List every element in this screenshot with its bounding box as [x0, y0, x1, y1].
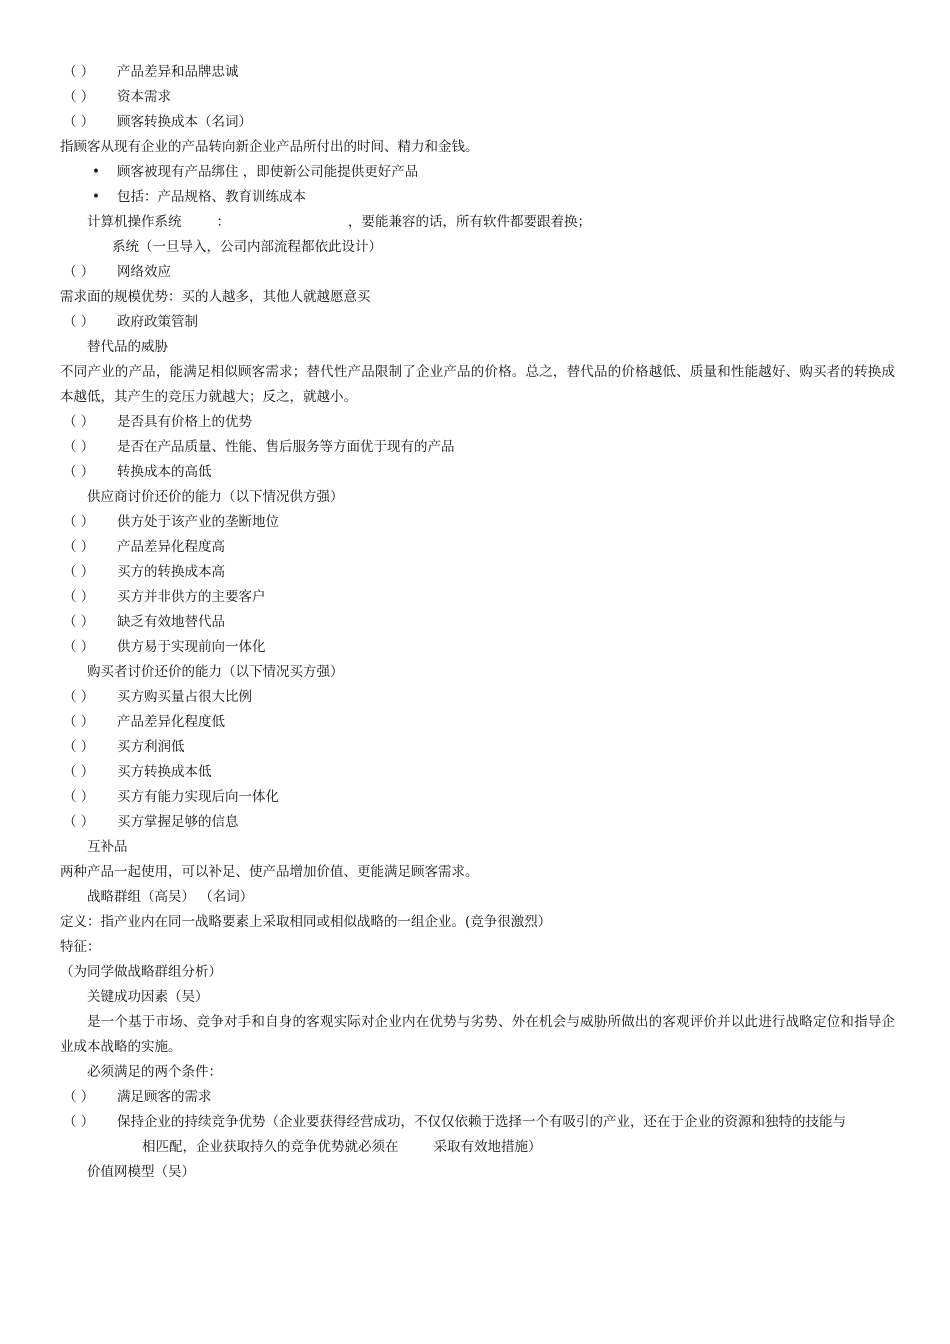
list-item: [0, 410, 950, 435]
item-text: 买方转换成本低: [117, 764, 212, 780]
bullet-item: [0, 185, 950, 210]
item-text: 顾客转换成本（名词）: [117, 114, 252, 130]
item-text: 产品差异化程度高: [117, 539, 225, 555]
item-text: 买方利润低: [117, 739, 185, 755]
item-text: 保持企业的持续竞争优势（企业要获得经营成功，不仅仅依赖于选择一个有吸引的产业，还在于企业的资源和独特的技能与: [117, 1114, 846, 1130]
list-item: [0, 585, 950, 610]
item-text: 买方的转换成本高: [117, 564, 225, 580]
paragraph: 不同产业的产品，能满足相似顾客需求；替代性产品限制了企业产品的价格。总之，替代品的价格越低、质量和性能越好、购买者的转换成本越低，其产生的竞压力就越大；反之，就越小。: [60, 364, 895, 405]
paragraph: 需求面的规模优势：买的人越多，其他人就越愿意买: [60, 289, 371, 305]
item-text: 是否在产品质量、性能、售后服务等方面优于现有的产品: [117, 439, 455, 455]
item-text: 转换成本的高低: [117, 464, 212, 480]
list-item: [0, 735, 950, 760]
paren-marker: （ ）: [63, 539, 95, 555]
os-text-b: ：: [216, 214, 230, 230]
paragraph: 两种产品一起使用，可以补足、使产品增加价值、更能满足顾客需求。: [60, 864, 479, 880]
section-heading: 购买者讨价还价的能力（以下情况买方强）: [87, 664, 344, 680]
paragraph: 指顾客从现有企业的产品转向新企业产品所付出的时间、精力和金钱。: [60, 139, 479, 155]
section-heading: 供应商讨价还价的能力（以下情况供方强）: [87, 489, 344, 505]
paragraph: 是一个基于市场、竞争对手和自身的客观实际对企业内在优势与劣势、外在机会与威胁所做出的客观评价并以此进行战略定位和指导企业成本战略的实施。: [60, 1014, 895, 1055]
paren-marker: （ ）: [63, 789, 95, 805]
paren-marker: （ ）: [63, 514, 95, 530]
paren-marker: （ ）: [63, 414, 95, 430]
os-text-a: 计算机操作系统: [87, 214, 182, 230]
paren-marker: （ ）: [63, 764, 95, 780]
list-item: [0, 1110, 950, 1160]
bullet-item: [0, 160, 950, 185]
list-item: [0, 560, 950, 585]
item-text-continued: [117, 1135, 895, 1160]
paren-marker: （ ）: [63, 589, 95, 605]
section-heading: 必须满足的两个条件：: [87, 1064, 222, 1080]
paren-marker: （ ）: [63, 1114, 95, 1130]
item-text: 网络效应: [117, 264, 171, 280]
paren-marker: （ ）: [63, 564, 95, 580]
paren-marker: （ ）: [63, 464, 95, 480]
section-heading: 价值网模型（吴）: [87, 1164, 195, 1180]
section-heading: 关键成功因素（吴）: [87, 989, 209, 1005]
paragraph: 定义：指产业内在同一战略要素上采取相同或相似战略的一组企业。(竞争很激烈）: [60, 914, 552, 930]
item-text: 是否具有价格上的优势: [117, 414, 252, 430]
paren-marker: （ ）: [63, 439, 95, 455]
paren-marker: （ ）: [63, 814, 95, 830]
item-text-part: 采取有效地措施）: [433, 1139, 542, 1155]
item-text: 买方有能力实现后向一体化: [117, 789, 279, 805]
item-text: 政府政策管制: [117, 314, 198, 330]
bullet-text: 顾客被现有产品绑住 ，即使新公司能提供更好产品: [117, 164, 419, 180]
os-line: [0, 210, 950, 235]
list-item: [0, 610, 950, 635]
item-text: 产品差异化程度低: [117, 714, 225, 730]
paren-marker: （ ）: [63, 264, 95, 280]
item-text: 供方处于该产业的垄断地位: [117, 514, 279, 530]
item-text-part: 相匹配，企业获取持久的竞争优势就必须在: [142, 1139, 399, 1155]
item-text: 供方易于实现前向一体化: [117, 639, 266, 655]
os-text-c: ，要能兼容的话，所有软件都要跟着换；: [348, 214, 591, 230]
list-item: [0, 435, 950, 460]
paren-marker: （ ）: [63, 64, 95, 80]
paren-marker: （ ）: [63, 614, 95, 630]
list-item: [0, 760, 950, 785]
list-item: [0, 685, 950, 710]
list-item: [0, 535, 950, 560]
paren-marker: （ ）: [63, 314, 95, 330]
item-text: 买方掌握足够的信息: [117, 814, 239, 830]
item-text: 买方并非供方的主要客户: [117, 589, 266, 605]
paren-marker: （ ）: [63, 739, 95, 755]
bullet-text: 包括：产品规格、教育训练成本: [117, 189, 306, 205]
paren-marker: （ ）: [63, 1089, 95, 1105]
paren-marker: （ ）: [63, 689, 95, 705]
list-item: [0, 785, 950, 810]
item-text: 买方购买量占很大比例: [117, 689, 252, 705]
list-item: [0, 1085, 950, 1110]
paren-marker: （ ）: [63, 639, 95, 655]
list-item: [0, 635, 950, 660]
paren-marker: （ ）: [63, 114, 95, 130]
bullet-icon: •: [92, 164, 100, 180]
section-heading: 替代品的威胁: [87, 339, 168, 355]
list-item: [0, 510, 950, 535]
list-item: [0, 85, 950, 110]
item-text: 产品差异和品牌忠诚: [117, 64, 239, 80]
list-item: [0, 310, 950, 335]
list-item: [0, 260, 950, 285]
document-page: [0, 60, 950, 1185]
list-item: [0, 60, 950, 85]
paren-marker: （ ）: [63, 714, 95, 730]
paren-marker: （ ）: [63, 89, 95, 105]
paragraph: 特征：: [60, 939, 101, 955]
paragraph: （为同学做战略群组分析）: [60, 964, 222, 980]
item-text: 缺乏有效地替代品: [117, 614, 225, 630]
list-item: [0, 810, 950, 835]
list-item: [0, 110, 950, 135]
section-heading: 战略群组（高吴） （名词）: [87, 889, 254, 905]
list-item: [0, 710, 950, 735]
item-text: 资本需求: [117, 89, 171, 105]
os-line-2: 系统（一旦导入，公司内部流程都依此设计）: [112, 239, 382, 255]
section-heading: 互补品: [87, 839, 128, 855]
item-text: 满足顾客的需求: [117, 1089, 212, 1105]
bullet-icon: •: [92, 189, 100, 205]
list-item: [0, 460, 950, 485]
